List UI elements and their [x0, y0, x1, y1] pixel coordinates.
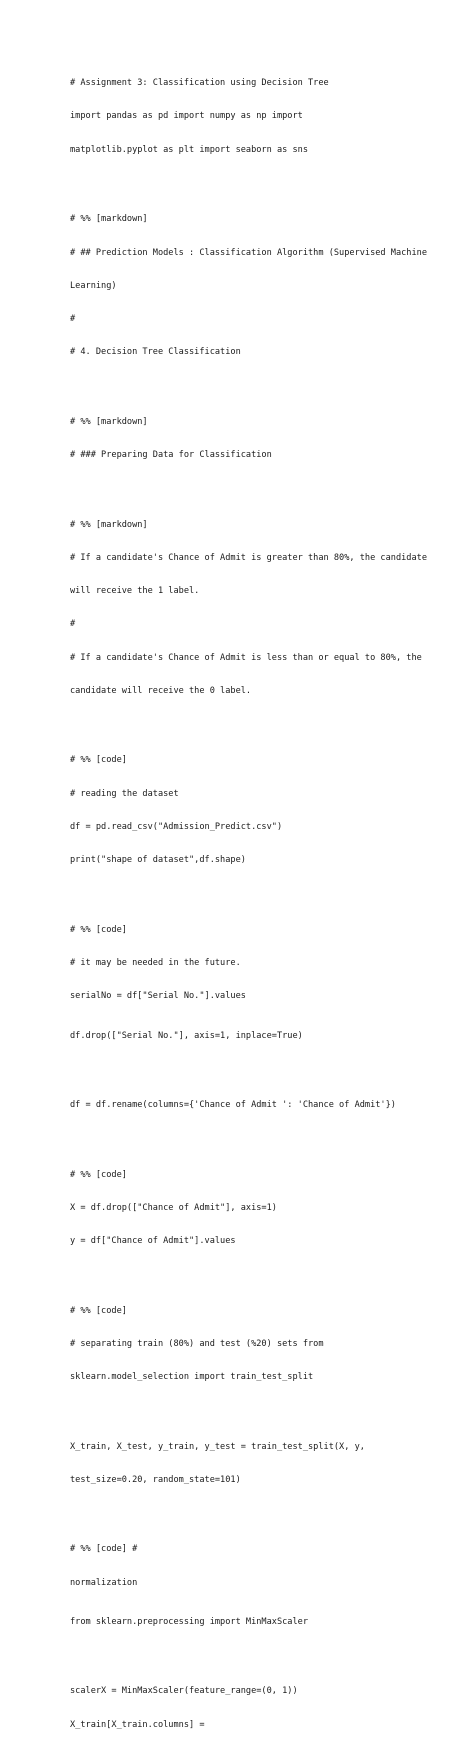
- code-line: X_train[X_train.columns] =: [70, 1719, 205, 1730]
- code-line: [70, 178, 440, 192]
- code-line: # %% [markdown]: [70, 519, 148, 530]
- code-line: X_train, X_test, y_train, y_test = train_test_split(X, y,: [70, 1441, 365, 1452]
- code-line: [70, 1650, 440, 1664]
- code-line: # reading the dataset: [70, 788, 179, 799]
- code-line: [70, 1133, 440, 1147]
- code-line: scalerX = MinMaxScaler(feature_range=(0, 1)): [70, 1686, 298, 1697]
- code-line: Learning): [70, 280, 117, 291]
- code-line: y = df["Chance of Admit"].values: [70, 1236, 236, 1247]
- code-line: # If a candidate's Chance of Admit is less than or equal to 80%, the: [70, 652, 422, 663]
- code-line: candidate will receive the 0 label.: [70, 685, 252, 696]
- code-line: from sklearn.preprocessing import MinMaxScaler: [70, 1616, 308, 1627]
- code-line: serialNo = df["Serial No."].values: [70, 991, 246, 1002]
- code-line: # %% [code]: [70, 1305, 127, 1316]
- code-line: sklearn.model_selection import train_test_split: [70, 1372, 314, 1383]
- code-line: # 4. Decision Tree Classification: [70, 347, 241, 358]
- code-line: [70, 381, 440, 395]
- code-line: will receive the 1 label.: [70, 586, 200, 597]
- code-line: X = df.drop(["Chance of Admit"], axis=1): [70, 1202, 277, 1213]
- code-line: # ## Prediction Models : Classification Algorithm (Supervised Machine: [70, 247, 427, 258]
- code-line: import pandas as pd import numpy as np import: [70, 111, 303, 122]
- code-line: #: [70, 619, 76, 630]
- code-line: df = pd.read_csv("Admission_Predict.csv"): [70, 822, 283, 832]
- code-line: # %% [code] #: [70, 1544, 138, 1555]
- code-line: df = df.rename(columns={'Chance of Admit ': 'Chance of Admit'}): [70, 1100, 396, 1111]
- code-line: df.drop(["Serial No."], axis=1, inplace=True): [70, 1030, 303, 1041]
- code-line: [70, 1064, 440, 1078]
- code-line: # %% [code]: [70, 924, 127, 935]
- code-line: [70, 1508, 440, 1522]
- code-line: # %% [code]: [70, 755, 127, 766]
- code-line: [70, 719, 440, 733]
- code-line: # If a candidate's Chance of Admit is greater than 80%, the candidate: [70, 552, 427, 563]
- code-line: [70, 1405, 440, 1419]
- code-line: [70, 483, 440, 497]
- code-line: #: [70, 314, 76, 325]
- code-line: test_size=0.20, random_state=101): [70, 1474, 241, 1485]
- code-line: # separating train (80%) and test (%20) sets from: [70, 1338, 324, 1349]
- code-listing: [70, 56, 440, 1753]
- code-line: print("shape of dataset",df.shape): [70, 855, 246, 866]
- code-line: # Assignment 3: Classification using Decision Tree: [70, 78, 329, 89]
- code-line: # ### Preparing Data for Classification: [70, 450, 272, 461]
- code-line: [70, 1269, 440, 1283]
- code-line: # it may be needed in the future.: [70, 958, 241, 969]
- code-line: matplotlib.pyplot as plt import seaborn as sns: [70, 144, 308, 155]
- code-line: # %% [markdown]: [70, 214, 148, 225]
- code-line: [70, 889, 440, 903]
- code-line: # %% [code]: [70, 1169, 127, 1180]
- code-line: normalization: [70, 1577, 138, 1588]
- code-line: # %% [markdown]: [70, 416, 148, 427]
